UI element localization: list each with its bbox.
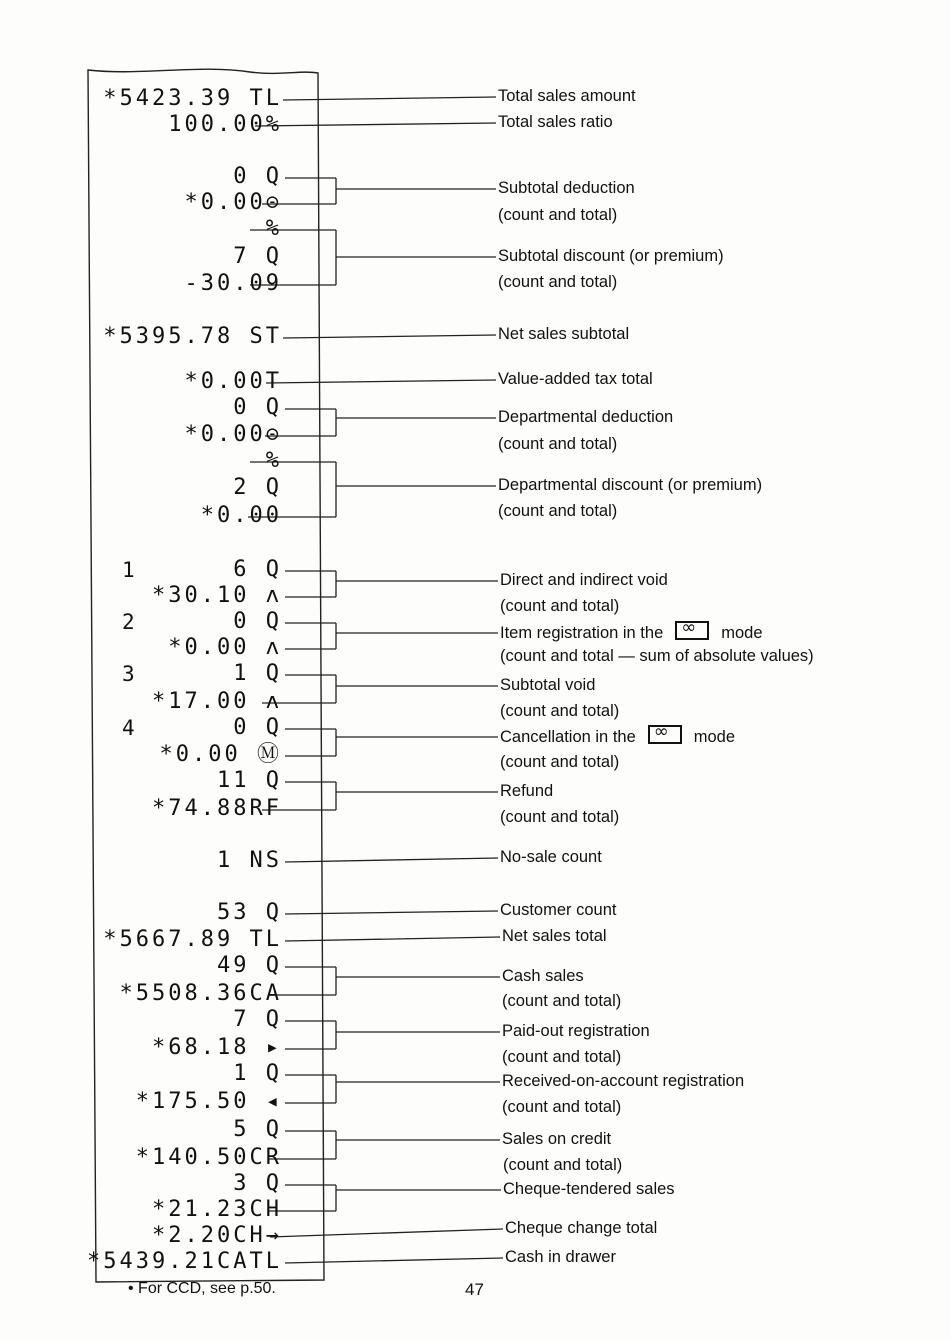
- connector-line: [283, 97, 496, 100]
- receipt-line: 7 Q: [233, 244, 282, 269]
- receipt-line: 49 Q: [217, 953, 282, 978]
- receipt-line: *5667.89 TL: [103, 927, 282, 952]
- receipt-line: 0 Q: [233, 609, 282, 634]
- receipt-line: 3 Q: [233, 1171, 282, 1196]
- receipt-line: *5423.39 TL: [103, 86, 282, 111]
- annotation-label: [502, 925, 607, 947]
- annotation-label: [500, 645, 814, 667]
- receipt-line: *74.88RF: [152, 796, 282, 821]
- connector-line: [285, 1258, 503, 1263]
- annotation-label: [500, 751, 619, 773]
- annotation-label-text: (count and total): [498, 502, 618, 520]
- annotation-label-text: Total sales amount: [498, 87, 636, 105]
- receipt-line: 6 Q: [233, 557, 282, 582]
- annotation-label: [500, 846, 602, 868]
- annotation-label-text: (count and total): [498, 206, 618, 224]
- connector-line: [255, 123, 496, 126]
- annotation-label-text: (count and total): [498, 273, 618, 291]
- annotation-label-text: (count and total): [500, 808, 620, 826]
- annotation-label-text: Cancellation in the: [500, 728, 636, 746]
- annotation-label: [502, 1046, 621, 1068]
- annotation-label-text: Subtotal deduction: [498, 179, 635, 197]
- mode-key-icon: [648, 725, 682, 744]
- receipt-line: 100.00%: [168, 112, 282, 137]
- footnote: • For CCD, see p.50.: [128, 1280, 276, 1297]
- annotation-label-text: Value-added tax total: [498, 370, 653, 388]
- receipt-line: *0.00 Ⓜ: [159, 742, 282, 767]
- receipt-line: 5 Q: [233, 1117, 282, 1142]
- annotation-label-text: Departmental deduction: [498, 408, 674, 426]
- receipt-line: -30.09: [184, 271, 282, 296]
- receipt-line: 0 Q: [233, 715, 282, 740]
- receipt-line: %: [265, 448, 282, 473]
- annotation-label-text: Cheque-tendered sales: [503, 1180, 675, 1198]
- annotation-label-text: Customer count: [500, 901, 617, 919]
- connector-line: [285, 858, 498, 862]
- annotation-label-text: (count and total): [500, 702, 620, 720]
- annotation-label: [500, 674, 595, 696]
- annotation-label-text: Total sales ratio: [498, 113, 613, 131]
- annotation-label-text: Paid-out registration: [502, 1022, 650, 1040]
- annotation-label: [498, 368, 653, 390]
- annotation-label: [498, 433, 617, 455]
- annotation-label: [500, 569, 668, 591]
- receipt-line: %: [265, 216, 282, 241]
- annotation-label: [498, 177, 635, 199]
- annotation-label: [498, 204, 617, 226]
- receipt-line: 0 Q: [233, 164, 282, 189]
- receipt-line: *21.23CH: [152, 1197, 282, 1222]
- annotation-label-text: Subtotal discount (or premium): [498, 247, 724, 265]
- annotation-label: [500, 899, 616, 921]
- annotation-label: [502, 1096, 621, 1118]
- annotation-label: [498, 500, 617, 522]
- receipt-line: *0.00T: [184, 369, 282, 394]
- annotation-label: [500, 806, 619, 828]
- receipt-line: *5508.36CA: [119, 981, 282, 1006]
- receipt-line: *0.00 ʌ: [168, 635, 282, 660]
- annotation-label-text: Net sales subtotal: [498, 325, 630, 343]
- receipt-line: 7 Q: [233, 1007, 282, 1032]
- annotation-label: [500, 595, 619, 617]
- page-number: 47: [465, 1280, 484, 1299]
- mode-key-icon: [675, 621, 709, 640]
- annotation-label-text: Cash in drawer: [505, 1248, 616, 1266]
- annotation-label: [498, 271, 617, 293]
- annotation-label: [502, 1128, 611, 1150]
- connector-line: [283, 335, 496, 338]
- receipt-line: *140.50CR: [135, 1145, 282, 1170]
- annotation-label-text: (count and total): [502, 1098, 622, 1116]
- connector-line: [266, 380, 496, 383]
- annotation-label-text: Subtotal void: [500, 676, 596, 694]
- receipt-line: 1 Q: [233, 1061, 282, 1086]
- annotation-label-text: Net sales total: [502, 927, 607, 945]
- annotation-label-suffix: mode: [693, 728, 736, 746]
- receipt-line: *5439.21CATL: [87, 1249, 282, 1274]
- receipt-line: *0.00: [200, 503, 282, 528]
- annotation-label: [498, 323, 629, 345]
- connector-line: [270, 1229, 503, 1237]
- receipt-row-number: 3: [122, 662, 135, 686]
- receipt-line: *2.20CH→: [152, 1223, 282, 1248]
- annotation-label-text: Departmental discount (or premium): [498, 476, 763, 494]
- annotation-label: [502, 965, 584, 987]
- annotation-label: [500, 780, 553, 802]
- annotation-label: [498, 111, 613, 133]
- annotation-label: [500, 700, 619, 722]
- annotation-label-text: (count and total): [500, 753, 620, 771]
- receipt-line: 11 Q: [217, 768, 282, 793]
- receipt-line: 1 Q: [233, 661, 282, 686]
- annotation-label: [498, 474, 762, 496]
- annotation-label-text: Direct and indirect void: [500, 571, 668, 589]
- annotation-label: [498, 245, 724, 267]
- annotation-label: [505, 1246, 616, 1268]
- receipt-row-number: 1: [122, 558, 135, 582]
- annotation-label-text: Refund: [500, 782, 554, 800]
- annotation-label: [502, 1070, 744, 1092]
- receipt-line: 53 Q: [217, 900, 282, 925]
- annotation-label: [505, 1217, 657, 1239]
- annotation-label-text: Item registration in the: [500, 624, 664, 642]
- annotation-label-text: No-sale count: [500, 848, 602, 866]
- annotation-label: [503, 1154, 622, 1176]
- annotation-label: [498, 85, 636, 107]
- receipt-line: *17.00 ʌ: [152, 689, 282, 714]
- receipt-line: 1 NS: [217, 848, 282, 873]
- annotation-label: [503, 1178, 675, 1200]
- receipt-row-number: 4: [122, 716, 135, 740]
- connector-line: [285, 911, 498, 914]
- receipt-line: *68.18 ▸: [152, 1035, 282, 1060]
- receipt-line: *175.50 ◂: [135, 1089, 282, 1114]
- receipt-row-number: 2: [122, 610, 135, 634]
- receipt-line: *5395.78 ST: [103, 324, 282, 349]
- annotation-label: [500, 621, 763, 644]
- annotation-label: [498, 406, 673, 428]
- annotation-label-suffix: mode: [721, 624, 763, 642]
- annotation-label-text: Received-on-account registration: [502, 1072, 745, 1090]
- annotation-label-text: (count and total): [502, 992, 622, 1010]
- annotation-label-text: (count and total — sum of absolute values): [500, 647, 814, 665]
- receipt-line: 2 Q: [233, 475, 282, 500]
- annotation-label-text: Sales on credit: [502, 1130, 612, 1148]
- receipt-line: 0 Q: [233, 395, 282, 420]
- annotation-label-text: (count and total): [503, 1156, 623, 1174]
- annotation-label-text: Cheque change total: [505, 1219, 658, 1237]
- connector-line: [285, 937, 500, 941]
- receipt-line: *0.00⊝: [184, 190, 282, 215]
- annotation-label-text: (count and total): [498, 435, 618, 453]
- annotation-label: [502, 990, 621, 1012]
- receipt-line: *0.00⊝: [184, 422, 282, 447]
- annotation-label-text: (count and total): [500, 597, 620, 615]
- annotation-label-text: (count and total): [502, 1048, 622, 1066]
- annotation-label: [500, 725, 735, 748]
- annotation-label-text: Cash sales: [502, 967, 584, 985]
- receipt-line: *30.10 ʌ: [152, 583, 282, 608]
- annotation-label: [502, 1020, 650, 1042]
